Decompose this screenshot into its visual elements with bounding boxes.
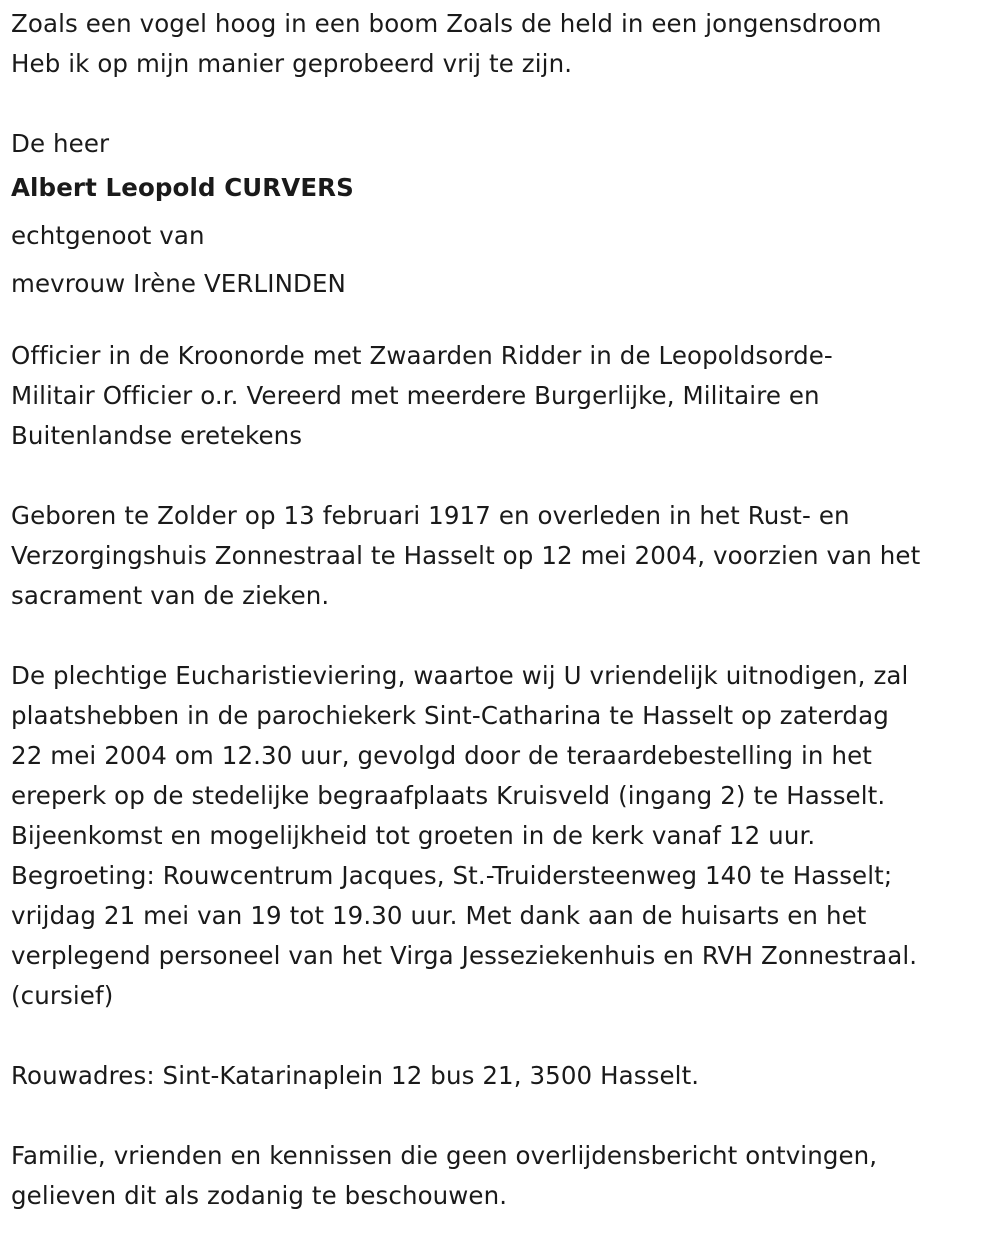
honorific: De heer bbox=[11, 129, 110, 158]
deceased-name: Albert Leopold CURVERS bbox=[11, 173, 354, 202]
closing-line: Familie, vrienden en kennissen die geen overlijdensbericht ontvingen, bbox=[11, 1141, 878, 1170]
spouse-name: mevrouw Irène VERLINDEN bbox=[11, 269, 346, 298]
poem-line: Zoals een vogel hoog in een boom Zoals de held in een jongensdroom bbox=[11, 9, 882, 38]
ceremony-line: plaatshebben in de parochiekerk Sint-Catharina te Hasselt op zaterdag bbox=[11, 701, 889, 730]
ceremony-line: Begroeting: Rouwcentrum Jacques, St.-Truidersteenweg 140 te Hasselt; bbox=[11, 861, 893, 890]
mourning-address: Rouwadres: Sint-Katarinaplein 12 bus 21, 3500 Hasselt. bbox=[11, 1061, 700, 1090]
ceremony-line: vrijdag 21 mei van 19 tot 19.30 uur. Met dank aan de huisarts en het bbox=[11, 901, 867, 930]
birth-death-line: Verzorgingshuis Zonnestraal te Hasselt op 12 mei 2004, voorzien van het bbox=[11, 541, 921, 570]
ceremony-line: Bijeenkomst en mogelijkheid tot groeten in de kerk vanaf 12 uur. bbox=[11, 821, 816, 850]
ceremony-line: De plechtige Eucharistieviering, waartoe wij U vriendelijk uitnodigen, zal bbox=[11, 661, 909, 690]
birth-death-line: sacrament van de zieken. bbox=[11, 581, 330, 610]
birth-death bbox=[11, 496, 991, 616]
ceremony-line: verplegend personeel van het Virga Jesseziekenhuis en RVH Zonnestraal. bbox=[11, 941, 918, 970]
poem-line: Heb ik op mijn manier geprobeerd vrij te zijn. bbox=[11, 49, 573, 78]
honours-line: Officier in de Kroonorde met Zwaarden Ridder in de Leopoldsorde- bbox=[11, 341, 833, 370]
birth-death-line: Geboren te Zolder op 13 februari 1917 en overleden in het Rust- en bbox=[11, 501, 850, 530]
death-notice bbox=[11, 4, 991, 1216]
closing-line: gelieven dit als zodanig te beschouwen. bbox=[11, 1181, 508, 1210]
ceremony-line: 22 mei 2004 om 12.30 uur, gevolgd door de teraardebestelling in het bbox=[11, 741, 872, 770]
ceremony-line: ereperk op de stedelijke begraafplaats Kruisveld (ingang 2) te Hasselt. bbox=[11, 781, 886, 810]
closing bbox=[11, 1136, 991, 1216]
honours-line: Buitenlandse eretekens bbox=[11, 421, 303, 450]
poem bbox=[11, 4, 991, 84]
relation-label: echtgenoot van bbox=[11, 221, 205, 250]
honours-line: Militair Officier o.r. Vereerd met meerdere Burgerlijke, Militaire en bbox=[11, 381, 820, 410]
honours bbox=[11, 336, 991, 456]
ceremony-line: (cursief) bbox=[11, 981, 114, 1010]
ceremony bbox=[11, 656, 991, 1016]
